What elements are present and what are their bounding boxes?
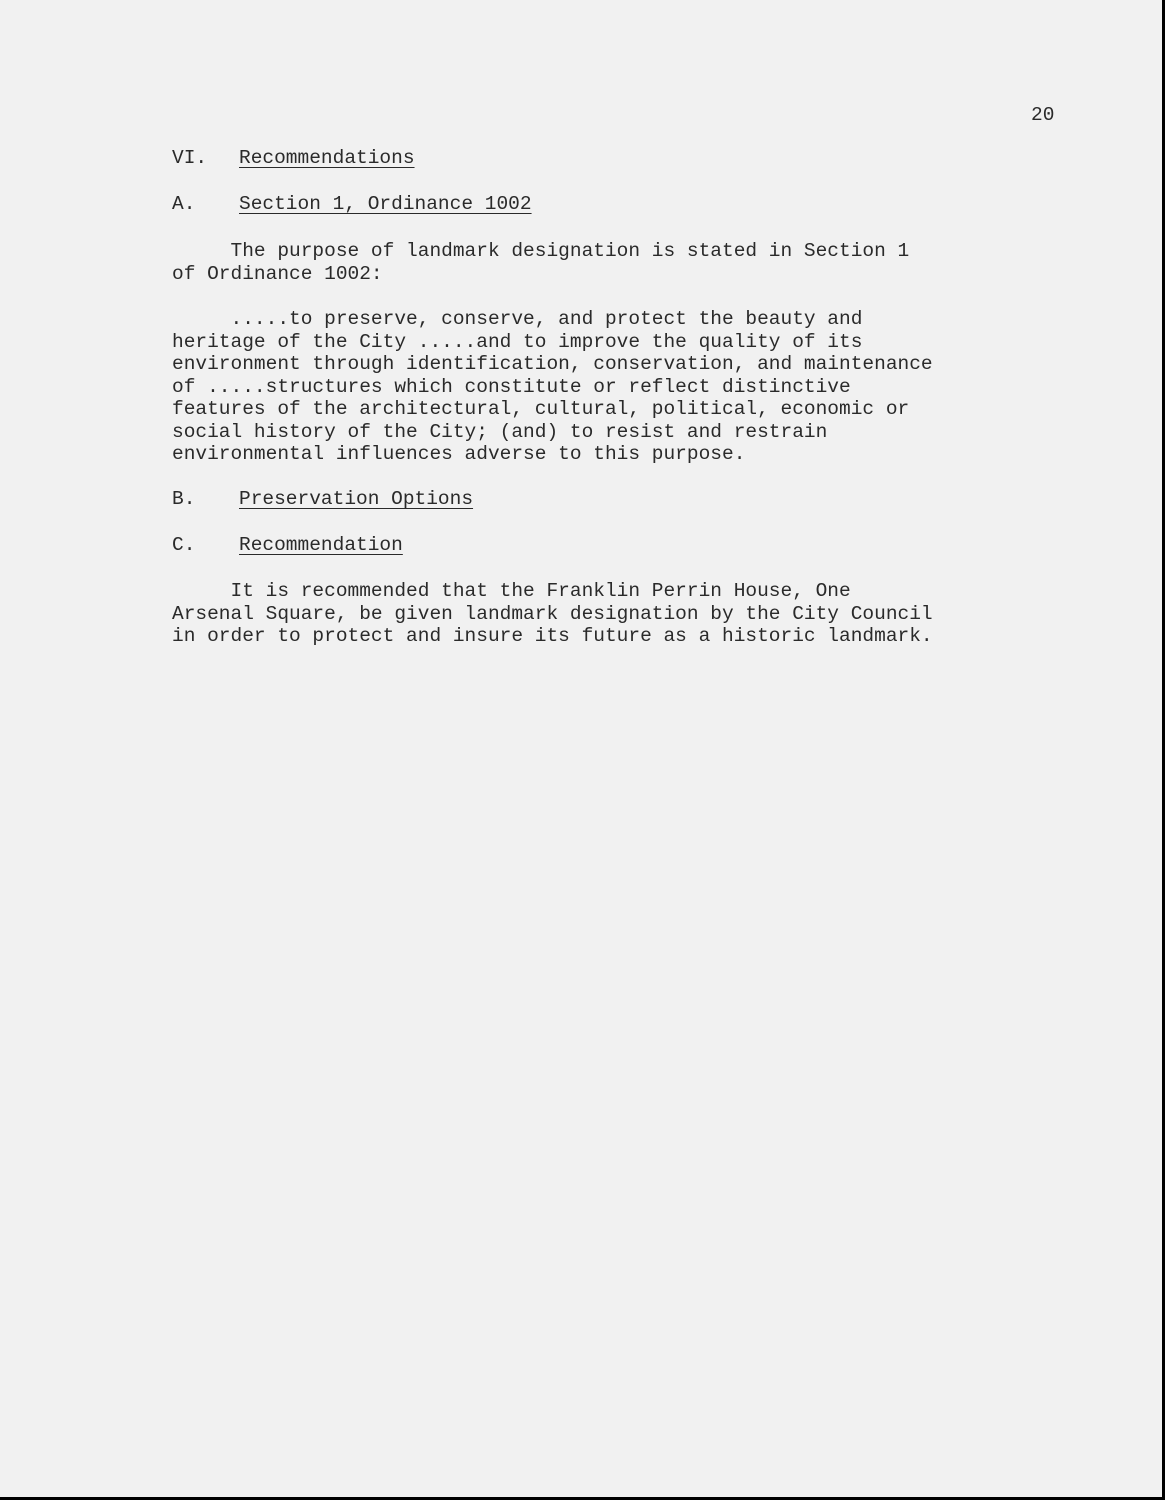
subsection-letter: B. — [172, 488, 196, 510]
subsection-heading-c — [172, 534, 403, 556]
page-number: 20 — [1031, 104, 1055, 126]
purpose-intro-paragraph: The purpose of landmark designation is stated in Section 1 of Ordinance 1002: — [172, 240, 910, 285]
section-number: VI. — [172, 147, 208, 169]
ordinance-quote-paragraph: .....to preserve, conserve, and protect the beauty and heritage of the City .....and to improve the quality of its environment through identification, conservation, and maintenance of .....structures which constitute or reflect distinctive features of the architectural, cultural, political, economic or social history of the City; (and) to resist and restrain environmental influences adverse to this purpose. — [172, 308, 933, 465]
subsection-title: Preservation Options — [239, 488, 474, 510]
subsection-heading-a — [172, 193, 532, 215]
recommendation-paragraph: It is recommended that the Franklin Perrin House, One Arsenal Square, be given landmark designation by the City Council in order to protect and insure its future as a historic landmark. — [172, 580, 933, 647]
section-title: Recommendations — [239, 147, 415, 169]
subsection-letter: C. — [172, 534, 196, 556]
subsection-letter: A. — [172, 193, 196, 215]
subsection-title: Recommendation — [239, 534, 403, 556]
subsection-title: Section 1, Ordinance 1002 — [239, 193, 532, 215]
section-heading-vi — [172, 147, 415, 169]
subsection-heading-b — [172, 488, 473, 510]
